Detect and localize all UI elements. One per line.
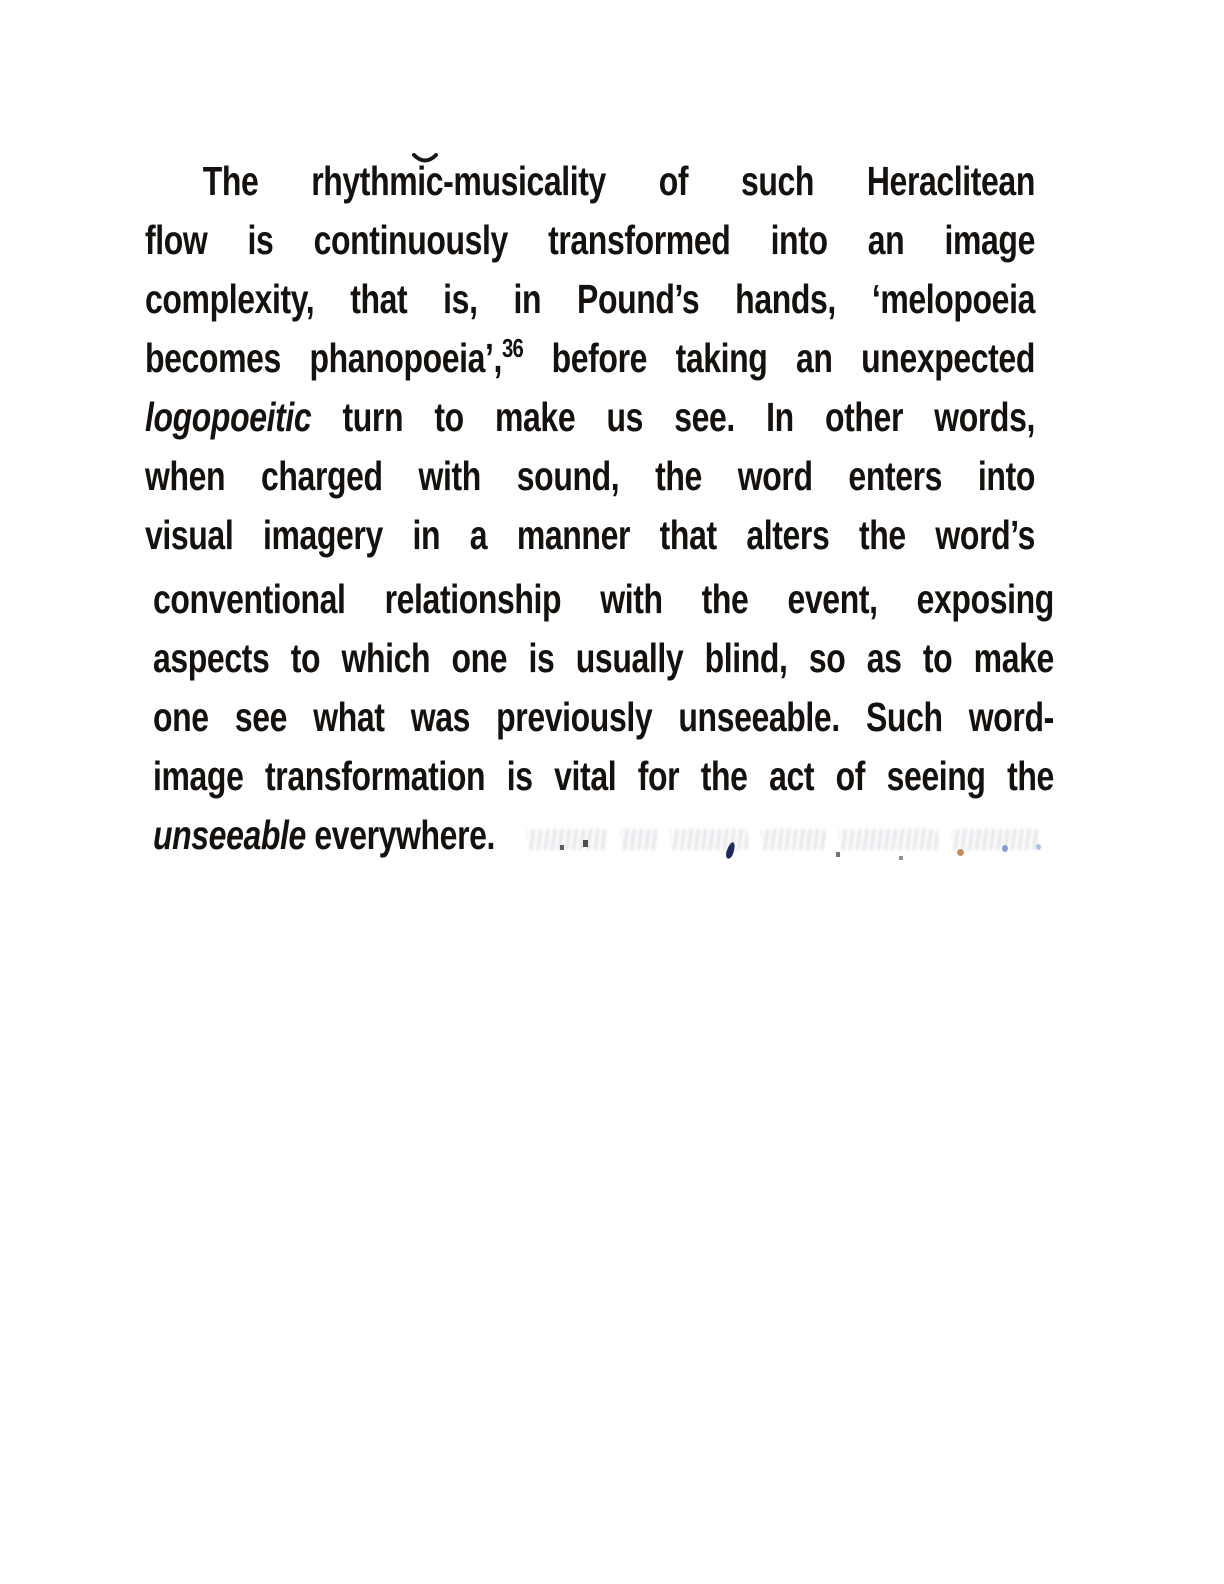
- text-line: [153, 629, 1054, 688]
- text-line: [145, 447, 1035, 506]
- text-line: [153, 747, 1054, 806]
- ink-speck: [1002, 845, 1008, 852]
- ghost-word-blob: [526, 829, 607, 850]
- ghost-word-blob: [951, 829, 1038, 850]
- text-line: [145, 211, 1035, 270]
- line-text: becomes phanopoeia’,: [145, 335, 503, 381]
- line-text: before taking an unexpected: [523, 335, 1035, 381]
- ghost-word-blob: [838, 829, 938, 850]
- line-text: aspects to which one is usually blind, so as to make: [153, 635, 1054, 681]
- text-line: [153, 688, 1054, 747]
- footnote-ref-36: 36: [502, 333, 524, 363]
- line-text: image transformation is vital for the act of seeing the: [153, 753, 1054, 799]
- text-line: [145, 388, 1035, 447]
- ghost-word-blob: [670, 829, 748, 850]
- line-text: everywhere.: [305, 812, 496, 858]
- ink-speck: [836, 852, 840, 857]
- ink-speck: [560, 845, 564, 850]
- line-text: complexity, that is, in Pound’s hands, ‘melopoeia: [145, 276, 1035, 322]
- ghost-word-blob: [620, 829, 657, 850]
- text-line: [145, 329, 1035, 388]
- text-line: [153, 806, 1054, 865]
- line-text: visual imagery in a manner that alters the word’s: [145, 512, 1035, 558]
- paragraph-block-2: [153, 570, 1054, 865]
- line-text: one see what was previously unseeable. Such word-: [153, 694, 1054, 740]
- line-text: when charged with sound, the word enters into: [145, 453, 1035, 499]
- paragraph-block-1: [145, 152, 1035, 565]
- line-text: conventional relationship with the event, exposing: [153, 576, 1054, 622]
- ink-speck: [1036, 844, 1041, 850]
- ink-speck: [583, 840, 588, 847]
- text-line: [145, 506, 1035, 565]
- ink-speck: [899, 856, 903, 860]
- text-line: [145, 152, 1035, 211]
- line-text: turn to make us see. In other words,: [311, 394, 1035, 440]
- text-line: [145, 270, 1035, 329]
- line-text: flow is continuously transformed into an image: [145, 217, 1035, 263]
- ink-speck: [957, 849, 964, 856]
- ghost-word-blob: [760, 829, 826, 850]
- line-text: The rhythmic-musicality of such Heraclitean: [202, 158, 1035, 204]
- italic-word: unseeable: [153, 812, 306, 858]
- text-line: [153, 570, 1054, 629]
- italic-word: logopoeitic: [145, 394, 312, 440]
